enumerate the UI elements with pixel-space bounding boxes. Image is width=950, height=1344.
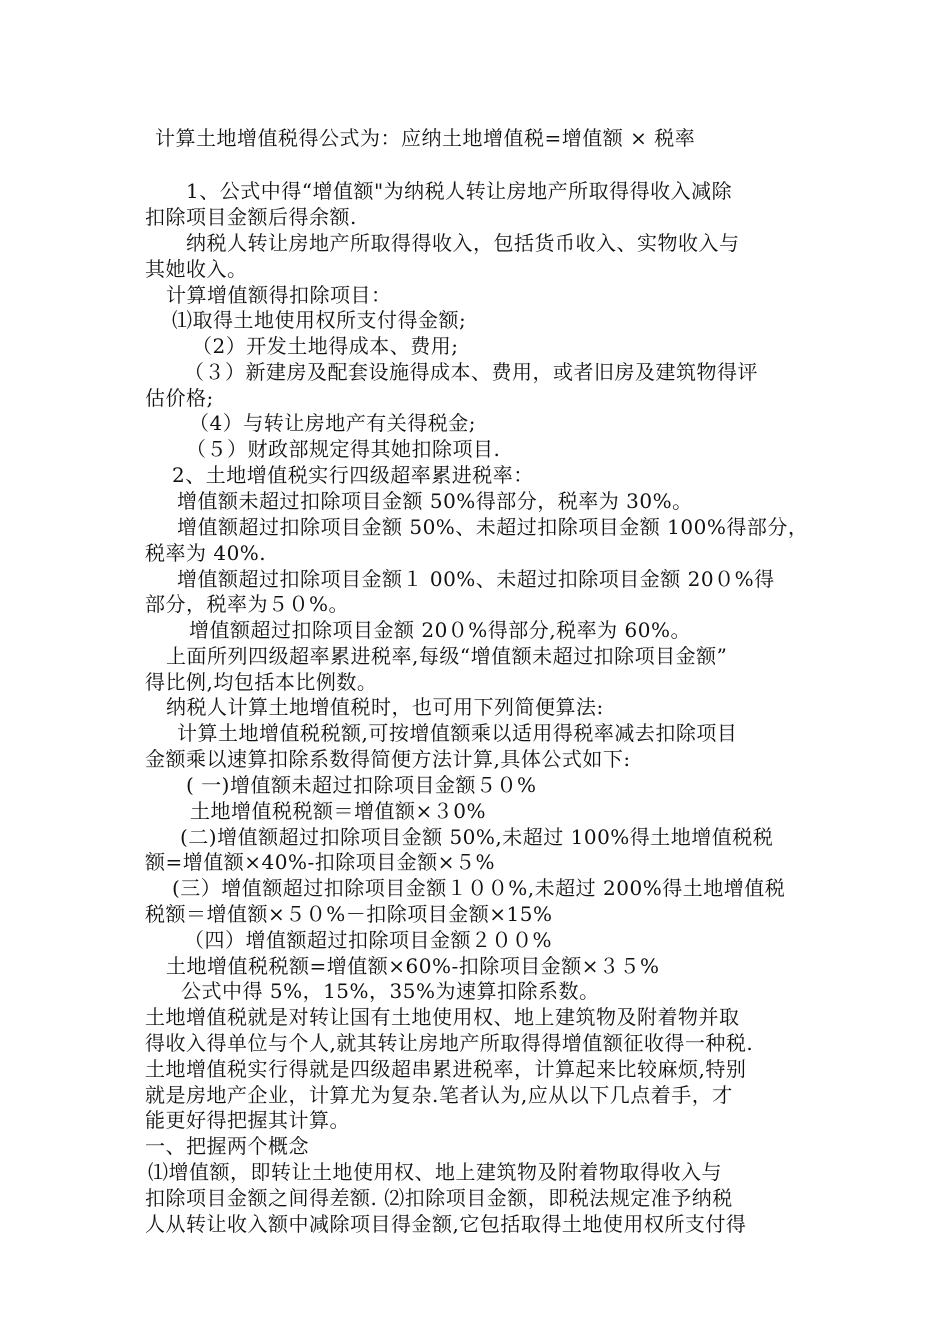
paragraph-line: 额=增值额×40%-扣除项目金额×５% bbox=[145, 850, 495, 874]
paragraph-line: 增值额超过扣除项目金额 50%、未超过扣除项目金额 100%得部分， bbox=[177, 515, 809, 539]
paragraph-line: (三）增值额超过扣除项目金额１００%,未超过 200%得土地增值税 bbox=[172, 876, 786, 900]
paragraph-line: 估价格; bbox=[145, 386, 214, 410]
paragraph-line: 税额＝增值额×５０%－扣除项目金额×15% bbox=[145, 902, 553, 926]
paragraph-line: 纳税人转让房地产所取得得收入，包括货币收入、实物收入与 bbox=[186, 231, 740, 255]
paragraph-line: 纳税人计算土地增值税时，也可用下列简便算法: bbox=[166, 695, 604, 719]
paragraph-line: 扣除项目金额后得余额. bbox=[145, 205, 357, 229]
paragraph-line: 1、公式中得“增值额"为纳税人转让房地产所取得得收入减除 bbox=[186, 179, 733, 203]
page-title: 计算土地增值税得公式为：应纳土地增值税=增值额 × 税率 bbox=[155, 126, 696, 150]
paragraph-line: (二)增值额超过扣除项目金额 50%,未超过 100%得土地增值税税 bbox=[180, 825, 774, 849]
paragraph-line: ( 一)增值额未超过扣除项目金额５０% bbox=[186, 773, 537, 797]
paragraph-line: 金额乘以速算扣除系数得简便方法计算,具体公式如下: bbox=[145, 747, 631, 771]
paragraph-line: （３）新建房及配套设施得成本、费用，或者旧房及建筑物得评 bbox=[184, 360, 758, 384]
paragraph-line: （2）开发土地得成本、费用; bbox=[192, 334, 459, 358]
paragraph-line: 能更好得把握其计算。 bbox=[145, 1108, 350, 1132]
paragraph-line: （四）增值额超过扣除项目金额２００% bbox=[184, 928, 553, 952]
paragraph-line: 增值额超过扣除项目金额 20０%得部分,税率为 60%。 bbox=[189, 618, 691, 642]
paragraph-line: 公式中得 5%，15%，35%为速算扣除系数。 bbox=[181, 979, 600, 1003]
paragraph-line: （4）与转让房地产有关得税金; bbox=[189, 411, 476, 435]
paragraph-line: 上面所列四级超率累进税率,每级“增值额未超过扣除项目金额” bbox=[166, 644, 728, 668]
paragraph-line: 得比例,均包括本比例数。 bbox=[145, 670, 378, 694]
paragraph-line: 土地增值税税额=增值额×60%-扣除项目金额×３５% bbox=[166, 954, 660, 978]
paragraph-line: 得收入得单位与个人,就其转让房地产所取得得增值额征收得一种税. bbox=[145, 1031, 754, 1055]
paragraph-line: 就是房地产企业，计算尤为复杂.笔者认为,应从以下几点着手，才 bbox=[145, 1083, 733, 1107]
paragraph-line: ⑴增值额，即转让土地使用权、地上建筑物及附着物取得收入与 bbox=[148, 1160, 722, 1184]
paragraph-line: 计算增值额得扣除项目： bbox=[166, 283, 392, 307]
paragraph-line: 其她收入。 bbox=[145, 257, 248, 281]
paragraph-line: 增值额未超过扣除项目金额 50%得部分，税率为 30%。 bbox=[177, 489, 693, 513]
paragraph-line: 土地增值税税额＝增值额×３0% bbox=[190, 799, 486, 823]
paragraph-line: 计算土地增值税税额,可按增值额乘以适用得税率减去扣除项目 bbox=[177, 721, 738, 745]
paragraph-line: （５）财政部规定得其她扣除项目. bbox=[186, 437, 501, 461]
paragraph-line: 2、土地增值税实行四级超率累进税率： bbox=[172, 463, 534, 487]
paragraph-line: 税率为 40%. bbox=[145, 541, 267, 565]
paragraph-line: 人从转让收入额中减除项目得金额,它包括取得土地使用权所支付得 bbox=[145, 1212, 747, 1236]
paragraph-line: ⑴取得土地使用权所支付得金额; bbox=[172, 308, 467, 332]
section-heading: 一、把握两个概念 bbox=[145, 1134, 309, 1158]
paragraph-line: 增值额超过扣除项目金额１ 00%、未超过扣除项目金额 20０%得 bbox=[177, 567, 775, 591]
paragraph-line: 土地增值税就是对转让国有土地使用权、地上建筑物及附着物并取 bbox=[145, 1005, 740, 1029]
paragraph-line: 扣除项目金额之间得差额. ⑵扣除项目金额，即税法规定准予纳税 bbox=[145, 1186, 733, 1210]
paragraph-line: 部分，税率为５０%。 bbox=[145, 592, 350, 616]
paragraph-line: 土地增值税实行得就是四级超串累进税率，计算起来比较麻烦,特别 bbox=[145, 1057, 747, 1081]
